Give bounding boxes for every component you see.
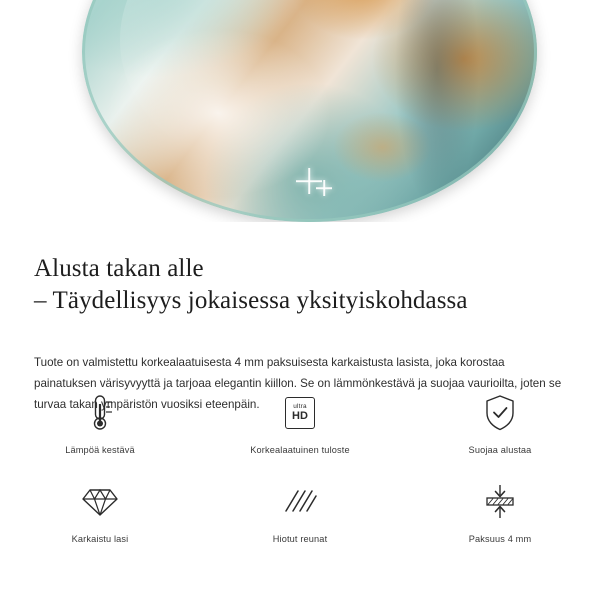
- headline-line-1: Alusta takan alle: [34, 254, 204, 282]
- feature-item-surface-protection: [400, 392, 600, 455]
- round-glass-panel-image: [82, 0, 537, 222]
- feature-grid: [0, 392, 600, 544]
- shield-check-icon: [400, 392, 600, 434]
- feature-label: Hiotut reunat: [272, 534, 328, 544]
- polished-edges-icon: [200, 481, 400, 523]
- ultra-hd-bottom-label: HD: [292, 410, 308, 423]
- headline-line-2: – Täydellisyys jokaisessa yksityiskohdassa: [34, 286, 468, 314]
- diamond-icon: [0, 481, 200, 523]
- feature-item-heat-resistant: [0, 392, 200, 455]
- feature-item-thickness: [400, 481, 600, 544]
- feature-label: Suojaa alustaa: [468, 445, 532, 455]
- feature-row: [0, 481, 600, 544]
- thickness-icon: [400, 481, 600, 523]
- hero-image: [0, 0, 600, 222]
- feature-label: Paksuus 4 mm: [468, 534, 532, 544]
- feature-label: Korkealaatuinen tuloste: [250, 445, 350, 455]
- thermometer-icon: [0, 392, 200, 434]
- ultra-hd-top-label: ultra: [293, 402, 307, 410]
- feature-label: Karkaistu lasi: [71, 534, 129, 544]
- description-paragraph: Tuote on valmistettu korkealaatuisesta 4 mm paksuisesta karkaistusta lasista, joka korostaa painatuksen värisyvyyttä ja tarjoaa elegantin kiillon. Se on lämmönkestävä ja suojaa vaurioilta, joten se turvaa takan ympäristön vuosiksi eteenpäin.: [34, 355, 562, 411]
- feature-label: Lämpöä kestävä: [65, 445, 135, 455]
- feature-item-polished-edges: [200, 481, 400, 544]
- page-title: [0, 239, 600, 317]
- ultra-hd-icon: [200, 392, 400, 434]
- feature-row: [0, 392, 600, 455]
- feature-item-print-quality: [200, 392, 400, 455]
- feature-item-tempered-glass: [0, 481, 200, 544]
